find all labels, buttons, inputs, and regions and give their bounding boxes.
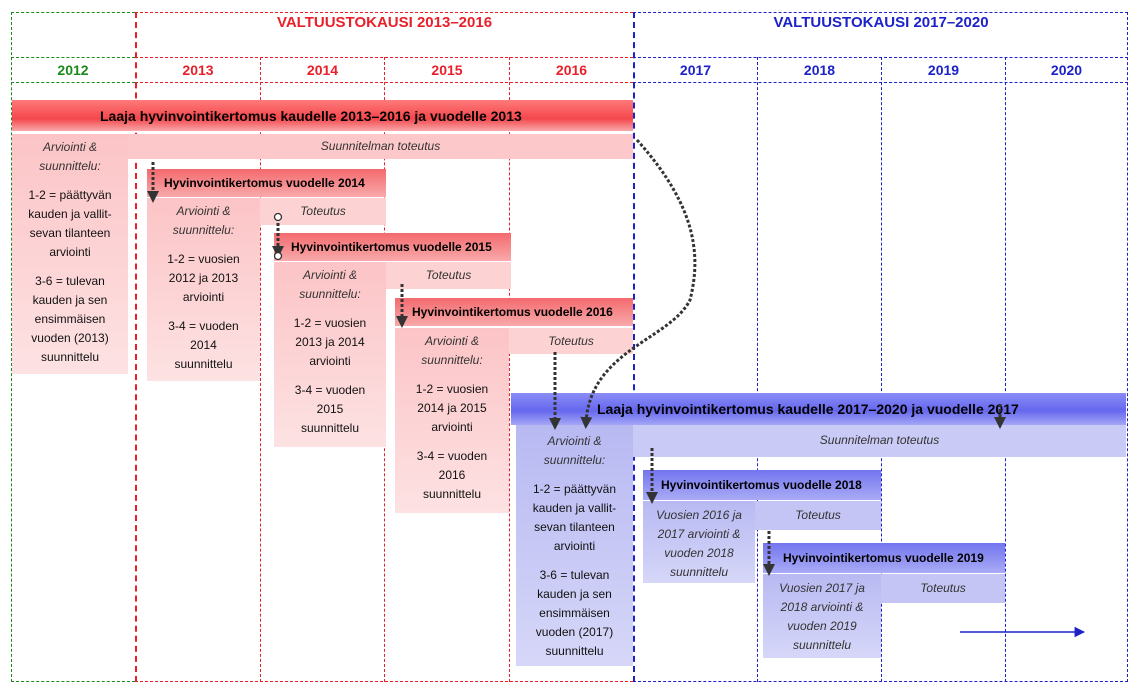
year-2020: 2020 [1050,62,1083,78]
red-bar-2016: Hyvinvointikertomus vuodelle 2016 [395,298,633,326]
blue-box-2017-title: Arviointi & suunnittelu: [543,434,606,467]
red-impl-2016: Toteutus [509,328,633,354]
blue-box-2017-p1: 1-2 = päättyvän kauden ja vallit-sevan tilanteen arviointi [532,482,617,553]
year-2018: 2018 [803,62,836,78]
connector-dot-top [275,214,282,221]
year-2013: 2013 [182,62,214,78]
red-bar-2014: Hyvinvointikertomus vuodelle 2014 [147,169,386,197]
blue-impl-2019: Toteutus [881,574,1005,603]
year-2014: 2014 [306,62,339,78]
blue-impl-2018: Toteutus [755,501,881,530]
blue-box-2018: Vuosien 2016 ja 2017 arviointi & vuoden 2018 suunnittelu [643,501,755,583]
blue-bar-2018: Hyvinvointikertomus vuodelle 2018 [643,470,881,500]
red-box-2013-title: Arviointi & suunnittelu: [39,140,101,173]
red-box-2014-p1: 1-2 = vuosien 2012 ja 2013 arviointi [167,252,240,304]
red-main-implementation: Suunnitelman toteutus [128,134,633,159]
red-box-2016-title: Arviointi & suunnittelu: [421,334,483,367]
year-2017: 2017 [679,62,712,78]
red-box-2015-p1: 1-2 = vuosien 2013 ja 2014 arviointi [293,316,367,368]
red-box-2013-p2: 3-6 = tulevan kauden ja sen ensimmäisen vuoden (2013) suunnittelu [31,274,109,364]
blue-box-2017-p2: 3-6 = tulevan kauden ja sen ensimmäisen vuoden (2017) suunnittelu [535,568,614,658]
red-box-2016-p1: 1-2 = vuosien 2014 ja 2015 arviointi [415,382,489,434]
red-box-2016-p2: 3-4 = vuoden 2016 suunnittelu [416,449,488,501]
blue-main-bar: Laaja hyvinvointikertomus kaudelle 2017–2020 ja vuodelle 2017 [511,393,1126,425]
blue-main-implementation: Suunnitelman toteutus [633,425,1126,457]
arrow-red-main-to-blue-main [586,140,695,423]
year-2012: 2012 [57,62,89,78]
period-header-2013-2016: VALTUUSTOKAUSI 2013–2016 [276,14,493,31]
red-bar-2015: Hyvinvointikertomus vuodelle 2015 [274,233,511,261]
year-2016: 2016 [555,62,588,78]
red-impl-2015: Toteutus [386,262,511,289]
red-main-bar: Laaja hyvinvointikertomus kaudelle 2013–2016 ja vuodelle 2013 [12,100,633,131]
blue-box-2019: Vuosien 2017 ja 2018 arviointi & vuoden 2019 suunnittelu [763,574,881,658]
period-header-2017-2020: VALTUUSTOKAUSI 2017–2020 [773,14,989,31]
red-box-2014-title: Arviointi & suunnittelu: [172,204,235,237]
connector-dot-bottom [275,253,282,260]
red-impl-2014: Toteutus [260,198,386,225]
year-2019: 2019 [927,62,960,78]
red-box-2014-p2: 3-4 = vuoden 2014 suunnittelu [168,319,239,371]
red-box-2015-p2: 3-4 = vuoden 2015 suunnittelu [294,383,366,435]
red-box-2015-title: Arviointi & suunnittelu: [299,268,361,301]
year-2015: 2015 [431,62,463,78]
red-box-2013-p1: 1-2 = päättyvän kauden ja vallit-sevan tilanteen arviointi [28,188,112,259]
blue-bar-2019: Hyvinvointikertomus vuodelle 2019 [763,543,1005,573]
